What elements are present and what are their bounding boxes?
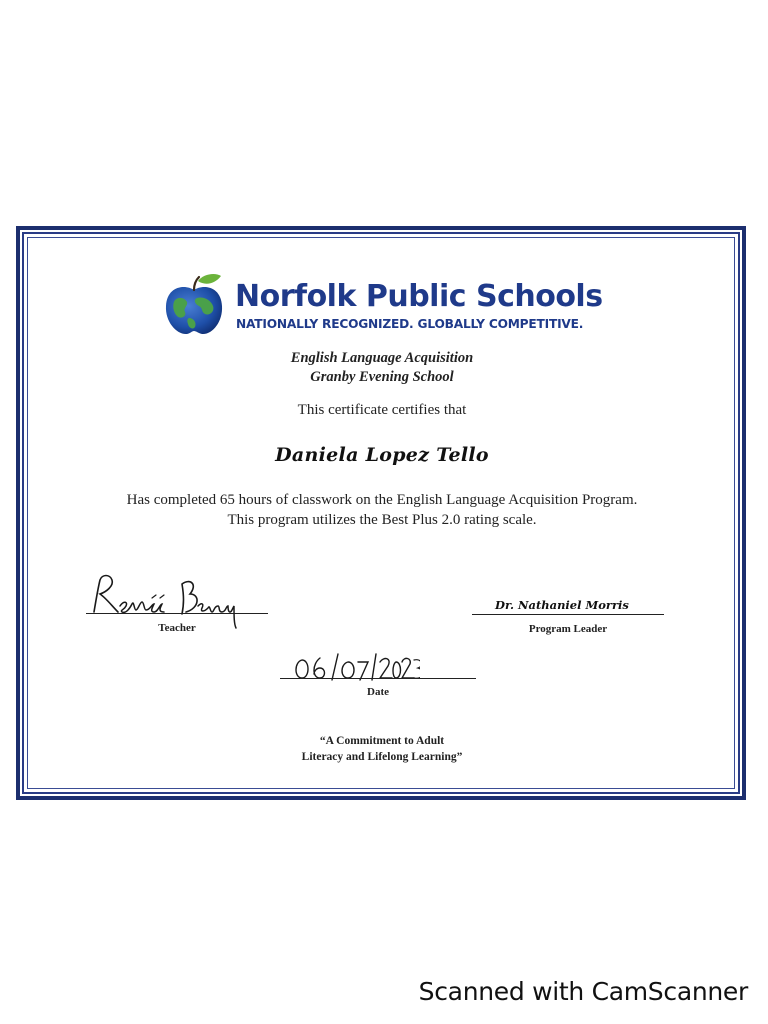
program-leader-signature: Dr. Nathaniel Morris [495,598,629,612]
camscanner-watermark: Scanned with CamScanner [418,977,748,1006]
school-logo [163,272,613,336]
completion-statement [30,490,734,530]
date-label: Date [367,686,389,698]
school-name: Norfolk Public Schools [235,279,603,314]
globe-apple-icon [163,272,225,336]
motto-line-2: Literacy and Lifelong Learning” [301,751,463,763]
program-block [30,349,734,387]
completion-line-2: This program utilizes the Best Plus 2.0 rating scale. [227,512,537,528]
school-tagline: NATIONALLY RECOGNIZED. GLOBALLY COMPETITIVE. [236,317,584,331]
date-line [280,678,476,679]
certifies-text: This certificate certifies that [297,402,467,418]
completion-line-1: Has completed 65 hours of classwork on the English Language Acquisition Program. [126,492,638,508]
school-location: Granby Evening School [310,369,454,385]
teacher-label: Teacher [158,622,196,634]
program-leader-signature-line [472,614,664,615]
recipient-name: Daniela Lopez Tello [275,444,489,466]
program-name: English Language Acquisition [290,350,474,366]
teacher-signature [86,570,256,630]
motto-line-1: “A Commitment to Adult [319,735,445,747]
program-leader-label: Program Leader [528,623,608,635]
motto [30,733,734,765]
teacher-signature-line [86,613,268,614]
